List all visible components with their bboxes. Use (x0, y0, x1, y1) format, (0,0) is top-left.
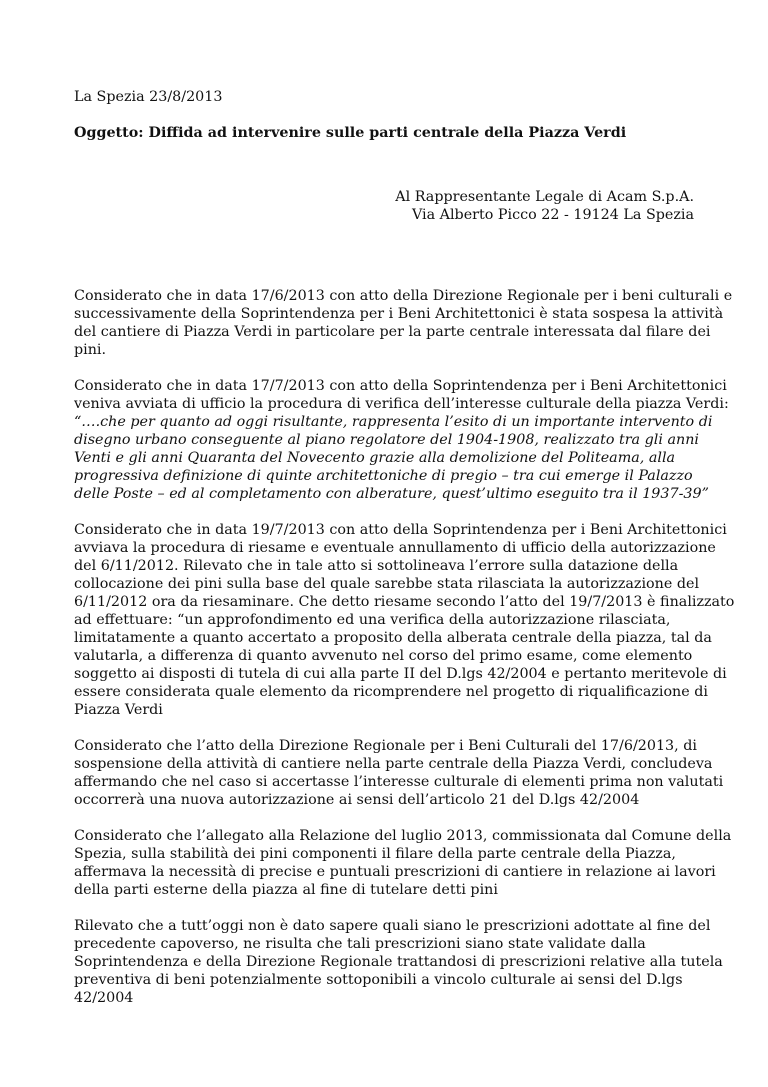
text-line: del 6/11/2012. Rilevato che in tale atto si sottolineava l’errore sulla datazione della (74, 558, 679, 574)
text-line: pini. (74, 342, 107, 358)
quote-line: delle Poste – ed al completamento con alberature, quest’ultimo eseguito tra il 1937-39” (74, 486, 709, 502)
text-line: sospensione della attività di cantiere nella parte centrale della Piazza Verdi, concludeva (74, 756, 713, 772)
text-line: Spezia, sulla stabilità dei pini componenti il filare della parte centrale della Piazza, (74, 846, 676, 862)
text-line: affermando che nel caso si accertasse l’interesse culturale di elementi prima non valutati (74, 774, 724, 790)
text-line: collocazione dei pini sulla base del quale sarebbe stata rilasciata la autorizzazione del (74, 576, 700, 592)
text-line: Considerato che l’allegato alla Relazione del luglio 2013, commissionata dal Comune della (74, 828, 732, 844)
recipient-block (74, 188, 694, 224)
paragraph-6 (74, 917, 723, 1007)
text-line: preventiva di beni potenzialmente sottoponibili a vincolo culturale ai sensi del D.lgs (74, 972, 683, 988)
text-line: soggetto ai disposti di tutela di cui alla parte II del D.lgs 42/2004 e pertanto meritevole di (74, 666, 727, 682)
quote-line: progressiva definizione di quinte architettoniche di pregio – tra cui emerge il Palazzo (74, 468, 693, 484)
text-line: 42/2004 (74, 990, 134, 1006)
letter-subject: Oggetto: Diffida ad intervenire sulle parti centrale della Piazza Verdi (74, 125, 627, 141)
text-line: occorrerà una nuova autorizzazione ai sensi dell’articolo 21 del D.lgs 42/2004 (74, 792, 640, 808)
text-line: essere considerata quale elemento da ricomprendere nel progetto di riqualificazione di (74, 684, 708, 700)
text-line: limitatamente a quanto accertato a proposito della alberata centrale della piazza, tal da (74, 630, 712, 646)
paragraph-5 (74, 827, 732, 899)
paragraph-2 (74, 377, 729, 503)
text-line: ad effettuare: “un approfondimento ed una verifica della autorizzazione rilasciata, (74, 612, 671, 628)
text-line: avviava la procedura di riesame e eventuale annullamento di ufficio della autorizzazione (74, 540, 716, 556)
text-line: veniva avviata di ufficio la procedura di verifica dell’interesse culturale della piazza Verdi: (74, 396, 729, 412)
recipient-address: Via Alberto Picco 22 - 19124 La Spezia (411, 207, 694, 223)
text-line: 6/11/2012 ora da riesaminare. Che detto riesame secondo l’atto del 19/7/2013 è finalizzato (74, 594, 735, 610)
paragraph-4 (74, 737, 724, 809)
text-line: Considerato che in data 17/7/2013 con atto della Soprintendenza per i Beni Architettonici (74, 378, 727, 394)
paragraph-3 (74, 521, 735, 719)
text-line: Piazza Verdi (74, 702, 163, 718)
text-line: della parti esterne della piazza al fine di tutelare detti pini (74, 882, 498, 898)
text-line: Considerato che in data 17/6/2013 con atto della Direzione Regionale per i beni culturali e (74, 288, 733, 304)
text-line: Soprintendenza e della Direzione Regionale trattandosi di prescrizioni relative alla tutela (74, 954, 723, 970)
text-line: Considerato che l’atto della Direzione Regionale per i Beni Culturali del 17/6/2013, di (74, 738, 697, 754)
text-line: precedente capoverso, ne risulta che tali prescrizioni siano state validate dalla (74, 936, 646, 952)
letter-page (74, 88, 735, 1025)
paragraph-1 (74, 287, 733, 359)
text-line: successivamente della Soprintendenza per i Beni Architettonici è stata sospesa la attività (74, 306, 724, 322)
letter-body (74, 287, 735, 1007)
quote-line: “….che per quanto ad oggi risultante, rappresenta l’esito di un importante intervento di (74, 414, 713, 430)
text-line: Considerato che in data 19/7/2013 con atto della Soprintendenza per i Beni Architettonici (74, 522, 727, 538)
recipient-name: Al Rappresentante Legale di Acam S.p.A. (395, 189, 694, 205)
letter-date: La Spezia 23/8/2013 (74, 89, 223, 105)
text-line: del cantiere di Piazza Verdi in particolare per la parte centrale interessata dal filare dei (74, 324, 711, 340)
quote-line: Venti e gli anni Quaranta del Novecento grazie alla demolizione del Politeama, alla (74, 450, 676, 466)
text-line: valutarla, a differenza di quanto avvenuto nel corso del primo esame, come elemento (74, 648, 693, 664)
text-line: affermava la necessità di precise e puntuali prescrizioni di cantiere in relazione ai lavori (74, 864, 716, 880)
text-line: Rilevato che a tutt’oggi non è dato sapere quali siano le prescrizioni adottate al fine del (74, 918, 711, 934)
quote-line: disegno urbano conseguente al piano regolatore del 1904-1908, realizzato tra gli anni (74, 432, 699, 448)
